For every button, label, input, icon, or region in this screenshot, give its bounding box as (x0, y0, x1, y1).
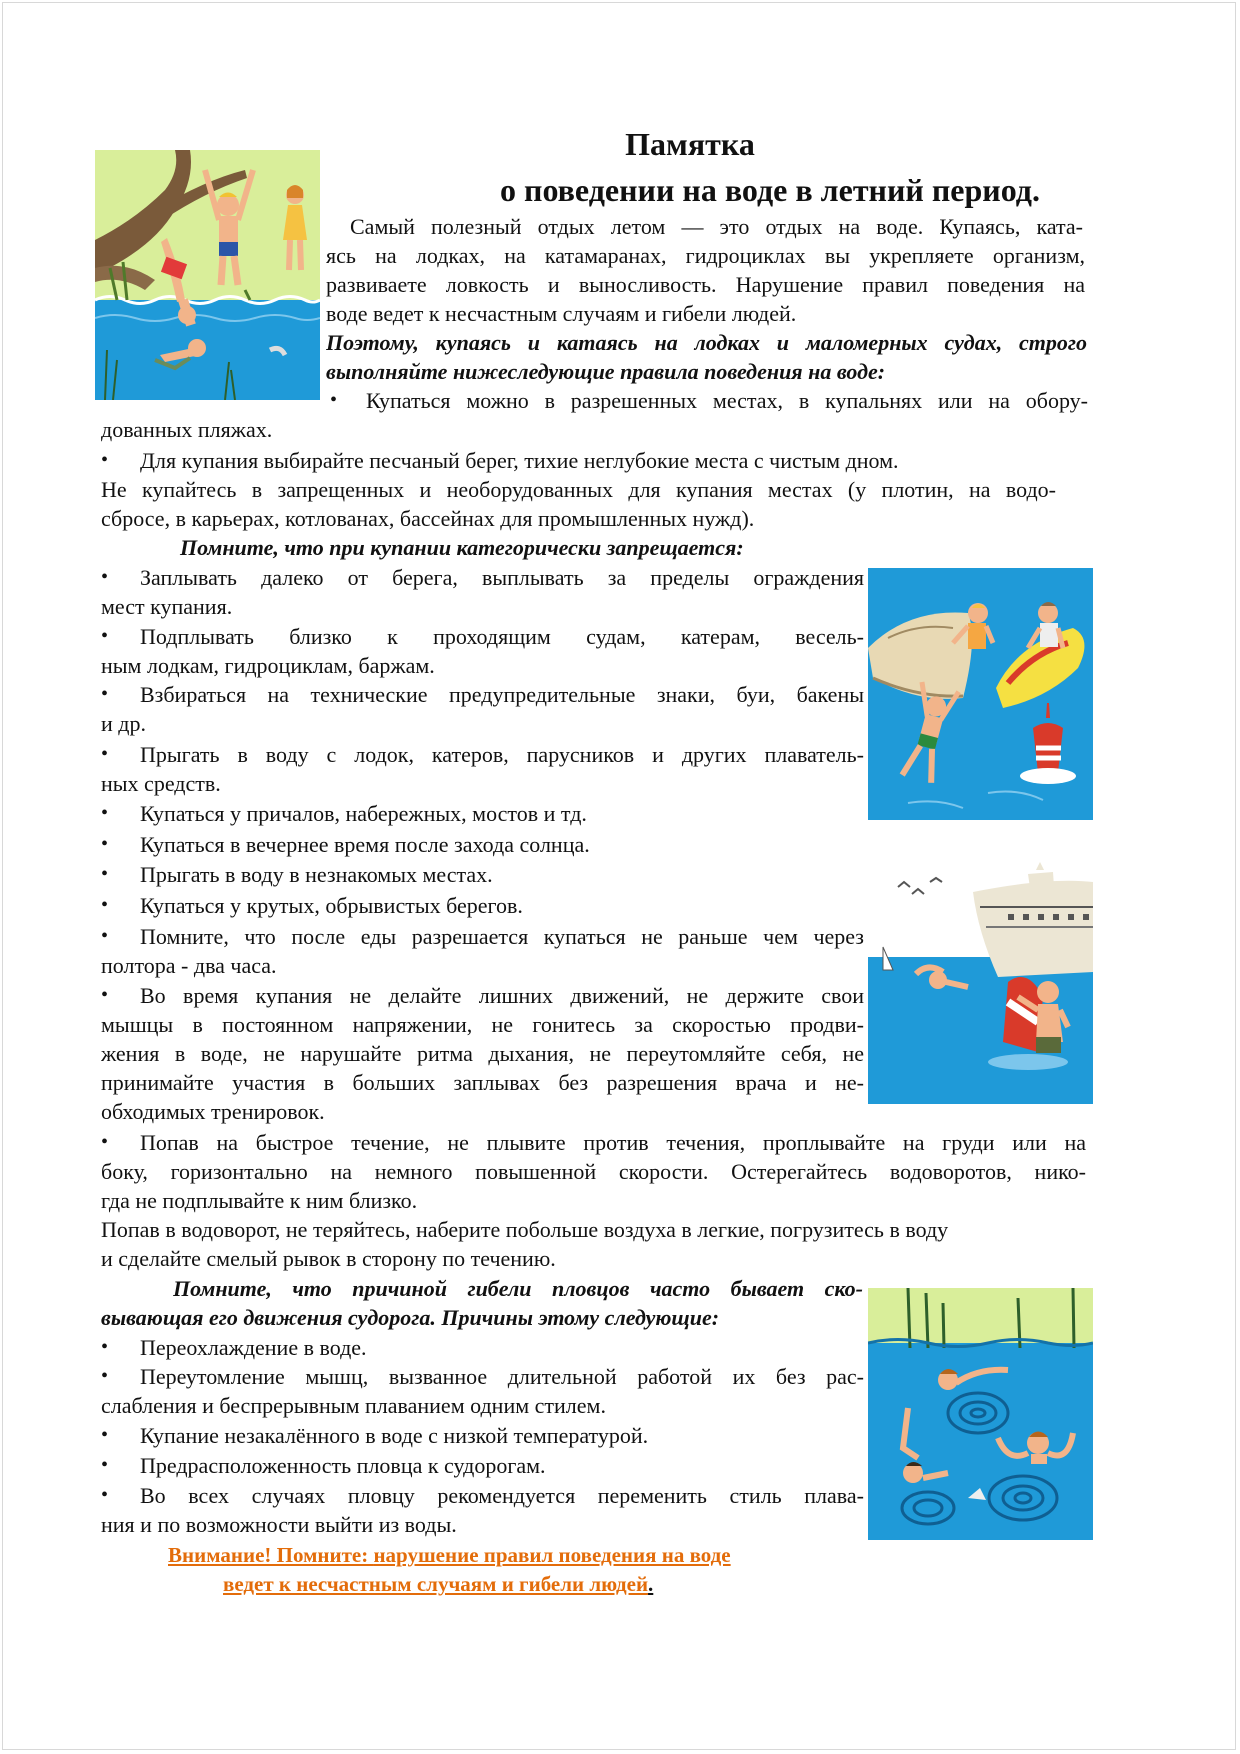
rule-item: Купаться можно в разрешенных местах, в купальнях или на обору- (366, 388, 1088, 413)
bullet: • (101, 566, 109, 588)
whirlpool-note: Попав в водоворот, не теряйтесь, наберите побольше воздуха в легкие, погрузитесь в воду (101, 1217, 949, 1242)
forbidden-item: гда не подплывайте к ним близко. (101, 1188, 418, 1213)
intro-line: ясь на лодках, на катамаранах, гидроциклах вы укрепляете организм, (326, 243, 1085, 268)
warning-text: ведет к несчастным случаям и гибели людей (223, 1572, 649, 1596)
forbidden-item: Прыгать в воду с лодок, катеров, парусников и других плаватель- (140, 742, 864, 767)
warning-text: нарушение правил поведения на воде (373, 1543, 731, 1567)
forbidden-item: Попав на быстрое течение, не плывите против течения, проплывайте на груди или на (140, 1130, 1086, 1155)
bullet: • (101, 1131, 109, 1153)
forbidden-item: мышцы в постоянном напряжении, не гонитесь за скоростью продви- (101, 1012, 864, 1037)
cramp-cause: Предрасположенность пловца к судорогам. (140, 1453, 546, 1478)
bullet: • (101, 802, 109, 824)
forbidden-item: Прыгать в воду в незнакомых местах. (140, 862, 493, 887)
bullet: • (101, 925, 109, 947)
forbidden-item: Взбираться на технические предупредительные знаки, буи, бакены (140, 682, 864, 707)
warning-line-2 (223, 1570, 653, 1599)
cramp-cause: Купание незакалённого в воде с низкой температурой. (140, 1423, 649, 1448)
forbidden-item: Подплывать близко к проходящим судам, катерам, весель- (140, 624, 864, 649)
intro-emphasis: выполняйте нижеследующие правила поведения на воде: (326, 359, 886, 384)
intro-line: Самый полезный отдых летом — это отдых на воде. Купаясь, ката- (350, 214, 1083, 239)
cramp-cause: слабления и беспрерывным плаванием одним стилем. (101, 1393, 606, 1418)
forbidden-item: Помните, что после еды разрешается купаться не раньше чем через (140, 924, 864, 949)
intro-line: развиваете ловкость и выносливость. Нарушение правил поведения на (326, 272, 1085, 297)
cramp-heading: Помните, что причиной гибели пловцов часто бывает ско- (173, 1276, 863, 1301)
forbidden-item: Купаться у крутых, обрывистых берегов. (140, 893, 523, 918)
boat-and-jet-ski-icon (868, 568, 1093, 820)
bullet: • (101, 625, 109, 647)
forbidden-item: Купаться в вечернее время после захода солнца. (140, 832, 590, 857)
cramp-cause: Переохлаждение в воде. (140, 1335, 367, 1360)
forbidden-heading: Помните, что при купании категорически запрещается: (180, 535, 744, 560)
ship-and-swimmer-icon (868, 852, 1093, 1104)
forbidden-item: принимайте участия в больших заплывах без разрешения врача и не- (101, 1070, 864, 1095)
forbidden-item: жения в воде, не нарушайте ритма дыхания, не переутомляйте себя, не (101, 1041, 864, 1066)
bullet: • (101, 743, 109, 765)
forbidden-item: мест купания. (101, 594, 233, 619)
whirlpool-note: и сделайте смелый рывок в сторону по течению. (101, 1246, 556, 1271)
page-title: Памятка (625, 126, 755, 162)
intro-emphasis: Поэтому, купаясь и катаясь на лодках и маломерных судах, строго (326, 330, 1087, 355)
forbidden-item: обходимых тренировок. (101, 1099, 325, 1124)
rule-note: Не купайтесь в запрещенных и необорудованных для купания местах (у плотин, на водо- (101, 477, 1056, 502)
children-diving-from-tree-icon (95, 150, 320, 400)
forbidden-item: и др. (101, 711, 146, 736)
bullet: • (101, 894, 109, 916)
bullet: • (101, 1336, 109, 1358)
forbidden-item: ных средств. (101, 771, 221, 796)
page-subtitle: о поведении на воде в летний период. (500, 172, 1040, 208)
rule-item: дованных пляжах. (101, 417, 273, 442)
bullet: • (101, 1424, 109, 1446)
cramp-heading: вывающая его движения судорога. Причины этому следующие: (101, 1305, 720, 1330)
forbidden-item: Во время купания не делайте лишних движений, не держите свои (140, 983, 864, 1008)
bullet: • (101, 449, 109, 471)
warning-period: . (648, 1572, 654, 1596)
bullet: • (101, 863, 109, 885)
bullet: • (101, 1365, 109, 1387)
bullet: • (101, 833, 109, 855)
bullet: • (330, 389, 338, 411)
forbidden-item: боку, горизонтально на немного повышенной скорости. Остерегайтесь водоворотов, нико- (101, 1159, 1086, 1184)
intro-line: воде ведет к несчастным случаям и гибели людей. (326, 301, 797, 326)
forbidden-item: Заплывать далеко от берега, выплывать за пределы ограждения (140, 565, 864, 590)
forbidden-item: Купаться у причалов, набережных, мостов и тд. (140, 801, 587, 826)
cramp-cause: ния и по возможности выйти из воды. (101, 1512, 457, 1537)
bullet: • (101, 1454, 109, 1476)
forbidden-item: полтора - два часа. (101, 953, 277, 978)
warning-prefix: Внимание! Помните: (168, 1543, 374, 1567)
rule-note: сбросе, в карьерах, котлованах, бассейнах для промышленных нужд). (101, 506, 755, 531)
cramp-cause: Переутомление мышц, вызванное длительной работой их без рас- (140, 1364, 864, 1389)
bullet: • (101, 683, 109, 705)
bullet: • (101, 1484, 109, 1506)
bullet: • (101, 984, 109, 1006)
warning-line-1 (168, 1541, 731, 1570)
swimmers-in-whirlpool-icon (868, 1288, 1093, 1540)
cramp-cause: Во всех случаях пловцу рекомендуется переменить стиль плава- (140, 1483, 864, 1508)
rule-item: Для купания выбирайте песчаный берег, тихие неглубокие места с чистым дном. (140, 448, 899, 473)
forbidden-item: ным лодкам, гидроциклам, баржам. (101, 653, 435, 678)
